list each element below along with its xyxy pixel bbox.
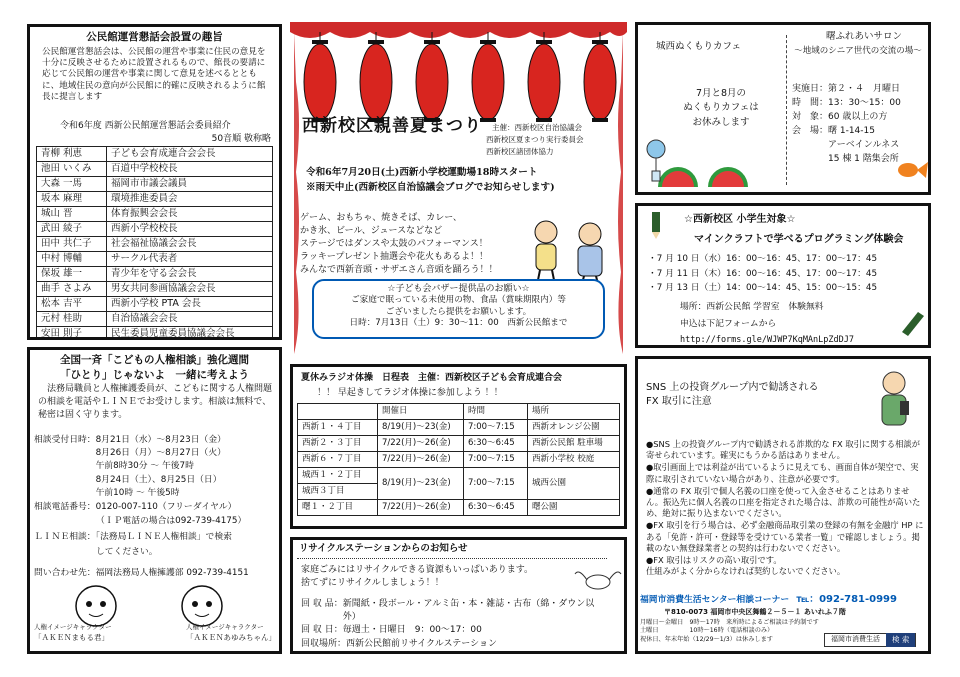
recycle-day-label: 回 収 日： [301,625,343,635]
member-name: 坂本 麻理 [37,192,107,207]
member-role: 福岡市市議会議員 [107,177,273,192]
radio-time: 7:00～7:15 [464,468,528,500]
char1-caption: 人権イメージキャラクター [34,623,112,631]
recycle-place-label: 回収場所： [301,639,347,649]
recycle-place-value: 西新公民館前リサイクルステーション [346,639,497,649]
table-row [298,500,620,516]
salon-row: 会 場：曙 1-14-15 [792,125,875,136]
bazaar-box [312,279,605,339]
radio-place: 西新公民館 駐車場 [528,436,620,452]
table-row [37,192,273,207]
rights-schedule [34,434,226,500]
sns-title-1: SNS 上の投資グループ内で勧誘される [646,382,819,393]
sns-body-para: ●FX 取引を行う場合は、必ず金融商品取引業の登録の有無を金融庁 HP にある「免許・許可・登録等を受けている業者一覧」で確認しましょう。掲載のない無登録業者との契約は行わないでください。 [646,520,924,553]
radio-table [297,403,620,516]
radio-date: 7/22(月)～26(金) [378,452,464,468]
member-name: 池田 いくみ [37,162,107,177]
sns-title-2: FX 取引に注意 [646,396,712,407]
member-name: 松本 吉平 [37,297,107,312]
table-row [298,468,620,484]
schedule-line: 午前10時 ～ 午後5時 [34,487,180,498]
rights-subtitle: 「ひとり」じゃないよ 一緒に考えよう [60,369,249,381]
festival-date: 令和6年7月20日(土)西新小学校運動場18時スタート [306,167,538,178]
desc-line: ステージではダンスや太鼓のパフォーマンス！ [300,239,488,250]
radio-header: 時間 [464,404,528,420]
radio-area: 西新２・３丁目 [298,436,378,452]
recycle-intro-line: 捨てずにリサイクルしましょう！！ [301,578,444,589]
member-name: 保坂 雄一 [37,267,107,282]
member-name: 田中 共仁子 [37,237,107,252]
schedule-line: 8月26日（月）～8月27日（火） [34,448,226,459]
recycle-items [301,598,601,624]
rights-line-2: してください。 [96,547,158,557]
minecraft-dates [648,252,877,296]
member-name: 安田 則子 [37,327,107,341]
radio-place: 西新オレンジ公園 [528,420,620,436]
radio-area: 西新１・４丁目 [298,420,378,436]
bazaar-line-1: ご家庭で眠っている未使用の物、食品（賞味期限内）等 [351,295,566,306]
radio-date: 7/22(月)～26(金) [378,436,464,452]
salon-title: 曙ふれあいサロン [826,31,903,42]
member-role: 百道中学校校長 [107,162,273,177]
recycle-items-value: 新聞紙・段ボール・アルミ缶・本・雑誌・古布（綿・ダウン以外） [342,599,595,623]
sns-body [646,439,924,577]
minecraft-title-2: マインクラフトで学べるプログラミング体験会 [694,234,904,245]
cafe-salon-box [635,22,931,195]
recycle-title: リサイクルステーションからのお知らせ [299,543,468,554]
rights-phone: 相談電話番号：0120-007-110（フリーダイヤル） [34,502,237,512]
members-note: 50音順 敬称略 [211,134,271,144]
kominkan-title: 公民館運営懇話会設置の趣旨 [86,31,223,43]
minecraft-date: ・7 月 11 日（木）16：00～16：45、17：00～17：45 [648,268,878,279]
recycle-place [301,638,497,650]
member-name: 武田 綾子 [37,222,107,237]
sns-body-para: ●FX 取引はリスクの高い取引です。 [646,554,782,565]
members-table [36,146,273,340]
search-input[interactable]: 福岡市消費生活 [831,635,880,644]
sns-hours [640,619,819,644]
minecraft-url[interactable]: http://forms.gle/WJWP7KqMAnLpZdDJ7 [680,335,854,345]
rights-line-1: ＬＩＮＥ相談：「法務局ＬＩＮＥ人権相談」で検索 [34,532,232,542]
table-row [37,162,273,177]
member-role: 体育振興会会長 [107,207,273,222]
recycle-day-value: 毎週土・日曜日 9：00～17：00 [342,625,482,635]
table-row [37,252,273,267]
recycle-day [301,624,482,636]
recycle-title-line [297,558,607,559]
radio-time: 6:30～6:45 [464,436,528,452]
schedule-line: 8月24日（土）、8月25日（日） [34,474,222,485]
radio-area: 曙１・２丁目 [298,500,378,516]
minecraft-date: ・7 月 13 日（土）14：00～14：45、15：00～15：45 [648,283,878,293]
table-row [37,237,273,252]
cafe-line: ぬくもりカフェは [683,102,759,114]
schedule-line: 相談受付日時：8月21日（水）～8月23日（金） [34,435,226,445]
rights-contact: 問い合わせ先：福岡法務局人権擁護部 092-739-4151 [34,568,249,578]
members-heading: 令和6年度 西新公民館運営懇話会委員紹介 [60,121,231,131]
radio-area: 城西１・２丁目 [298,468,378,484]
sns-hours-line: 月曜日～金曜日 9時～17時 来所時によるご相談は予約制です [640,619,819,626]
bazaar-date: 日時：7月13日（土）9：30～11：00 西新公民館まで [349,318,568,329]
table-row [37,312,273,327]
sns-box [635,356,931,654]
search-button[interactable]: 検 索 [886,633,915,647]
desc-line: かき氷、ビール、ジュースなどなど [300,226,443,237]
salon-row: 対 象：60 歳以上の方 [792,111,888,122]
member-role: 西新小学校校長 [107,222,273,237]
member-name: 元村 桂助 [37,312,107,327]
kominkan-box [27,24,282,340]
sns-hours-line: 土曜日 10時～16時（電話相談のみ） [640,627,774,635]
sns-search[interactable] [824,633,916,647]
member-name: 曲手 さよみ [37,282,107,297]
sns-body-para: 仕組みがよく分からなければ契約しないでください。 [646,566,846,577]
radio-area: 西新６・７丁目 [298,452,378,468]
table-row [37,282,273,297]
member-role: 社会福祉協議会会長 [107,237,273,252]
radio-place: 曙公園 [528,500,620,516]
radio-time: 7:00～7:15 [464,420,528,436]
festival-area [290,22,627,358]
table-row [298,452,620,468]
table-row [37,177,273,192]
salon-row: 時 間：13：30～15：00 [792,97,901,108]
desc-line: みんなで西新音頭・サザエさん音頭を踊ろう！！ [300,265,498,276]
bazaar-title: ☆子ども会バザー提供品のお願い☆ [387,284,530,294]
member-role: 自治協議会会長 [107,312,273,327]
recycle-box [290,537,627,654]
sns-body-para: ●通常の FX 取引で個人名義の口座を使って入金させることはありません。振込先に個人名義の口座を指定された場合は、詐欺の可能性が高いため、絶対に振り込まないでください。 [646,485,921,519]
organizer-2: 西新校区夏まつり実行委員会 [486,135,584,144]
member-role: 民生委員児童委員協議会会長 [107,327,273,341]
minecraft-box [635,203,931,348]
radio-date: 8/19(月)～23(金) [378,468,464,500]
radio-date: 8/19(月)～23(金) [378,420,464,436]
rights-title: 全国一斉「こどもの人権相談」強化週間 [60,354,249,366]
organizer-1: 主催：西新校区自治協議会 [492,123,582,132]
table-row [37,147,273,162]
member-name: 青柳 利恵 [37,147,107,162]
salon-row: 15 棟 1 階集会所 [792,153,899,164]
radio-date: 7/22(月)～26(金) [378,500,464,516]
pencil-icon [898,306,928,336]
radio-header [298,404,378,420]
member-role: サークル代表者 [107,252,273,267]
sns-hours-line: 祝休日、年末年始（12/29～1/3）は休みします [640,635,773,643]
member-name: 中村 博輔 [37,252,107,267]
organizer-3: 西新校区諸団体協力 [486,147,554,156]
festival-organizers [486,122,584,158]
consumer-center-name: 福岡市消費生活センター相談コーナー [640,595,790,605]
cafe-divider [786,35,787,185]
radio-subtitle: ！！ 早起きしてラジオ体操に参加しよう ！！ [317,388,503,398]
pencil-icon [646,210,666,240]
table-row [37,327,273,341]
member-role: 男女共同参画協議会会長 [107,282,273,297]
radio-header: 場所 [528,404,620,420]
sns-address: 〒810-0073 福岡市中央区舞鶴２－５－１ あいれふ７階 [664,608,846,616]
sns-body-para: ●取引画面上では利益が出ているように見えても、画面自体が架空で、実際に取引されていない場合があり、注意が必要です。 [646,462,919,484]
summer-illustration [638,135,778,195]
cafe-title: 城西ぬくもりカフェ [656,41,742,52]
table-row [298,420,620,436]
seagull-illustration [573,560,623,600]
minecraft-apply: 申込は下記フォームから [680,319,777,329]
char2-name: 「ＡＫＥＮあゆみちゃん」 [186,633,276,642]
salon-rows [792,83,901,167]
radio-time: 7:00～7:15 [464,452,528,468]
festival-desc [300,212,498,277]
lantern-row [304,32,616,122]
member-name: 大森 一馬 [37,177,107,192]
radio-place: 西新小学校 校庭 [528,452,620,468]
salon-row: アーベインルネス [792,139,900,150]
recycle-intro-line: 家庭ごみにはリサイクルできる資源もいっぱいあります。 [301,565,534,575]
sns-center [640,593,897,607]
char2-caption: 人権イメージキャラクター [186,623,264,631]
table-row [37,222,273,237]
radio-header: 開催日 [378,404,464,420]
salon-row: 実施日：第２・４ 月曜日 [792,84,901,94]
kominkan-body: 公民館運営懇話会は、公民館の運営や事業に住民の意見を十分に反映させるために設置されるもので、館長の要請に応じて公民館の運営や事業に関して意見を述べるとともに、地域住民の意向が公民館に的確に反映されるように館長に提言します [42,47,266,102]
desc-line: ゲーム、おもちゃ、焼きそば、カレー、 [300,213,462,223]
bazaar-line-2: ございましたら提供をお願いします。 [385,306,532,317]
desc-line: ラッキープレゼント抽選会や花火もあるよ！！ [300,252,489,263]
table-row [298,436,620,452]
rights-body: 法務局職員と人権擁護委員が、こどもに関する人権問題の相談を電話やＬＩＮＥでお受けします。相談は無料で、秘密は固く守ります。 [38,384,273,421]
char1-name: 「ＡＫＥＮまもる君」 [34,633,109,642]
radio-time: 6:30～6:45 [464,500,528,516]
festival-title: 西新校区親善夏まつり [302,116,482,136]
table-row [37,297,273,312]
minecraft-title-1: ☆西新校区 小学生対象☆ [684,214,796,225]
consumer-center-tel: ℡：092-781-0999 [796,594,897,605]
phone-user-illustration [858,367,928,433]
table-row [37,207,273,222]
recycle-items-label: 回 収 品： [301,599,343,609]
goldfish-illustration [890,150,930,190]
member-role: 子ども会育成連合会会長 [107,147,273,162]
rights-box [27,347,282,654]
minecraft-date: ・7 月 10 日（水）16：00～16：45、17：00～17：45 [648,254,878,264]
sns-body-para: ●SNS 上の投資グループ内で勧誘される詐欺的な FX 取引に関する相談が寄せられています。確実にもうかる話はありません。 [646,439,920,461]
radio-title: 夏休みラジオ体操 日程表 主催：西新校区子ども会育成連合会 [301,373,563,383]
member-role: 西新小学校 PTA 会長 [107,297,273,312]
salon-subtitle: ～地域のシニア世代の交流の場～ [794,46,922,56]
radio-box [290,364,627,529]
member-role: 青少年を守る会会長 [107,267,273,282]
minecraft-place: 場所：西新公民館 学習室 体験無料 [680,302,824,312]
rights-phone-ip: （ＩＰ電話の場合は092-739-4175） [96,516,247,526]
festival-rain: ※雨天中止(西新校区自治協議会ブログでお知らせします) [306,182,555,193]
radio-area: 城西３丁目 [298,484,378,500]
cafe-message [666,87,776,130]
radio-place: 城西公園 [528,468,620,500]
radio-header-row [298,404,620,420]
schedule-line: 午前8時30分 ～ 午後7時 [34,461,194,472]
member-role: 環境推進委員会 [107,192,273,207]
member-name: 城山 晋 [37,207,107,222]
cafe-line: 7月と8月の [695,88,747,99]
table-row [37,267,273,282]
cafe-line: お休みします [692,116,750,128]
recycle-intro [301,564,533,590]
